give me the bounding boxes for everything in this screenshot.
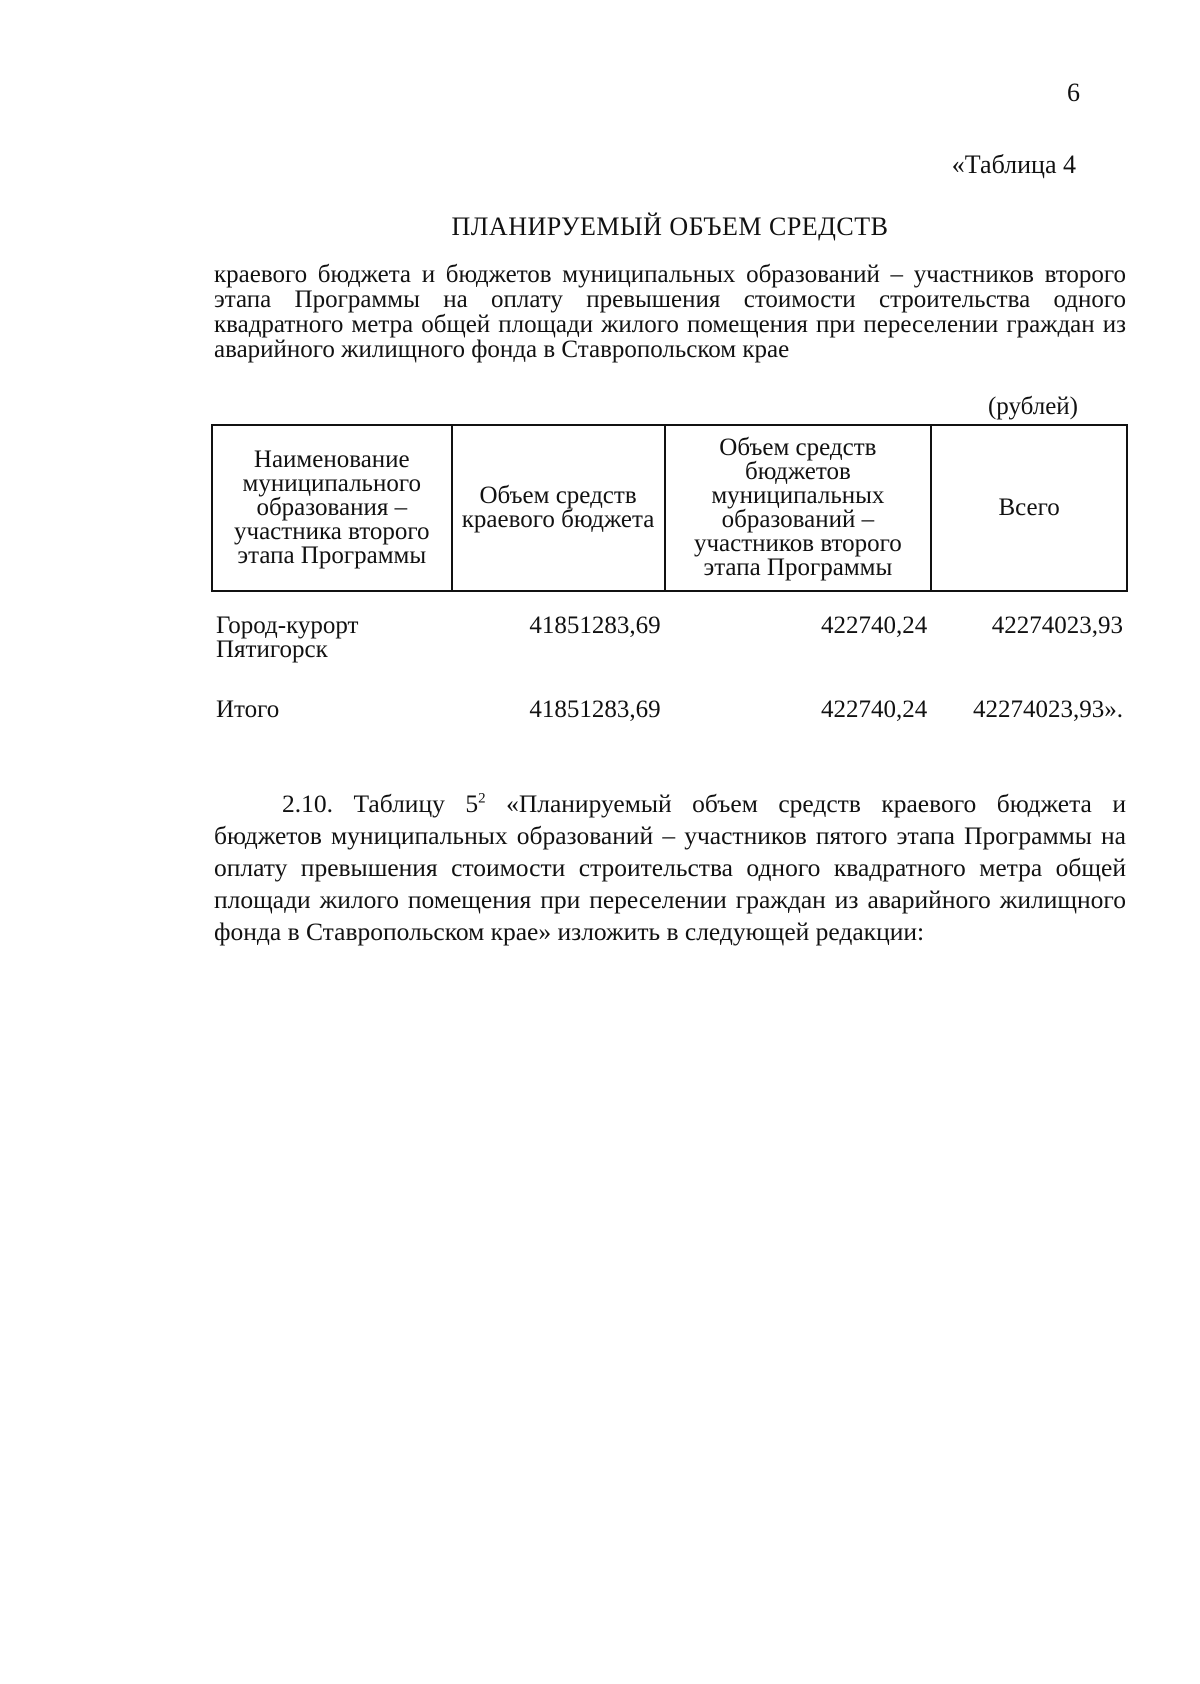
table-row bbox=[212, 591, 1127, 684]
table-label: «Таблица 4 bbox=[951, 150, 1076, 179]
budget-table bbox=[211, 424, 1128, 722]
paragraph-superscript: 2 bbox=[478, 790, 486, 806]
cell-municipal: 422740,24 bbox=[820, 612, 928, 639]
header-municipality: Наименование муниципального образования – участника второго этапа Программы bbox=[212, 425, 452, 591]
amendment-paragraph bbox=[214, 788, 1126, 948]
header-regional-budget: Объем средств краевого бюджета bbox=[452, 425, 665, 591]
cell-municipality: Итого bbox=[216, 696, 280, 723]
header-municipal-budgets: Объем средств бюджетов муниципальных образований – участников второго этапа Программы bbox=[665, 425, 932, 591]
table-total-row bbox=[212, 684, 1127, 722]
table-header-row bbox=[212, 425, 1127, 591]
document-subtitle: краевого бюджета и бюджетов муниципальных образований – участников второго этапа Программы на оплату превышения стоимости строительства одного квадратного метра общей площади жилого помещения при переселении граждан из аварийного жилищного фонда в Ставропольском крае bbox=[214, 261, 1126, 363]
cell-regional: 41851283,69 bbox=[529, 696, 661, 723]
cell-regional: 41851283,69 bbox=[529, 612, 661, 639]
paragraph-lead: 2.10. Таблицу 5 bbox=[282, 788, 479, 818]
header-total: Всего bbox=[931, 425, 1127, 591]
units-label: (рублей) bbox=[987, 393, 1078, 420]
paragraph-text: «Планируемый объем средств краевого бюджета и бюджетов муниципальных образований – участников пятого этапа Программы на оплату превышения стоимости строительства одного квадратного метра общей площади жилого помещения при переселении граждан из аварийного жилищного фонда в Ставропольском крае» изложить в следующей редакции: bbox=[214, 788, 1126, 946]
cell-total: 42274023,93 bbox=[991, 612, 1123, 639]
cell-municipal: 422740,24 bbox=[820, 696, 928, 723]
cell-municipality: Город-курорт Пятигорск bbox=[216, 612, 359, 663]
document-title: ПЛАНИРУЕМЫЙ ОБЪЕМ СРЕДСТВ bbox=[451, 212, 889, 241]
page-number: 6 bbox=[1067, 78, 1080, 107]
cell-total: 42274023,93». bbox=[973, 696, 1123, 723]
